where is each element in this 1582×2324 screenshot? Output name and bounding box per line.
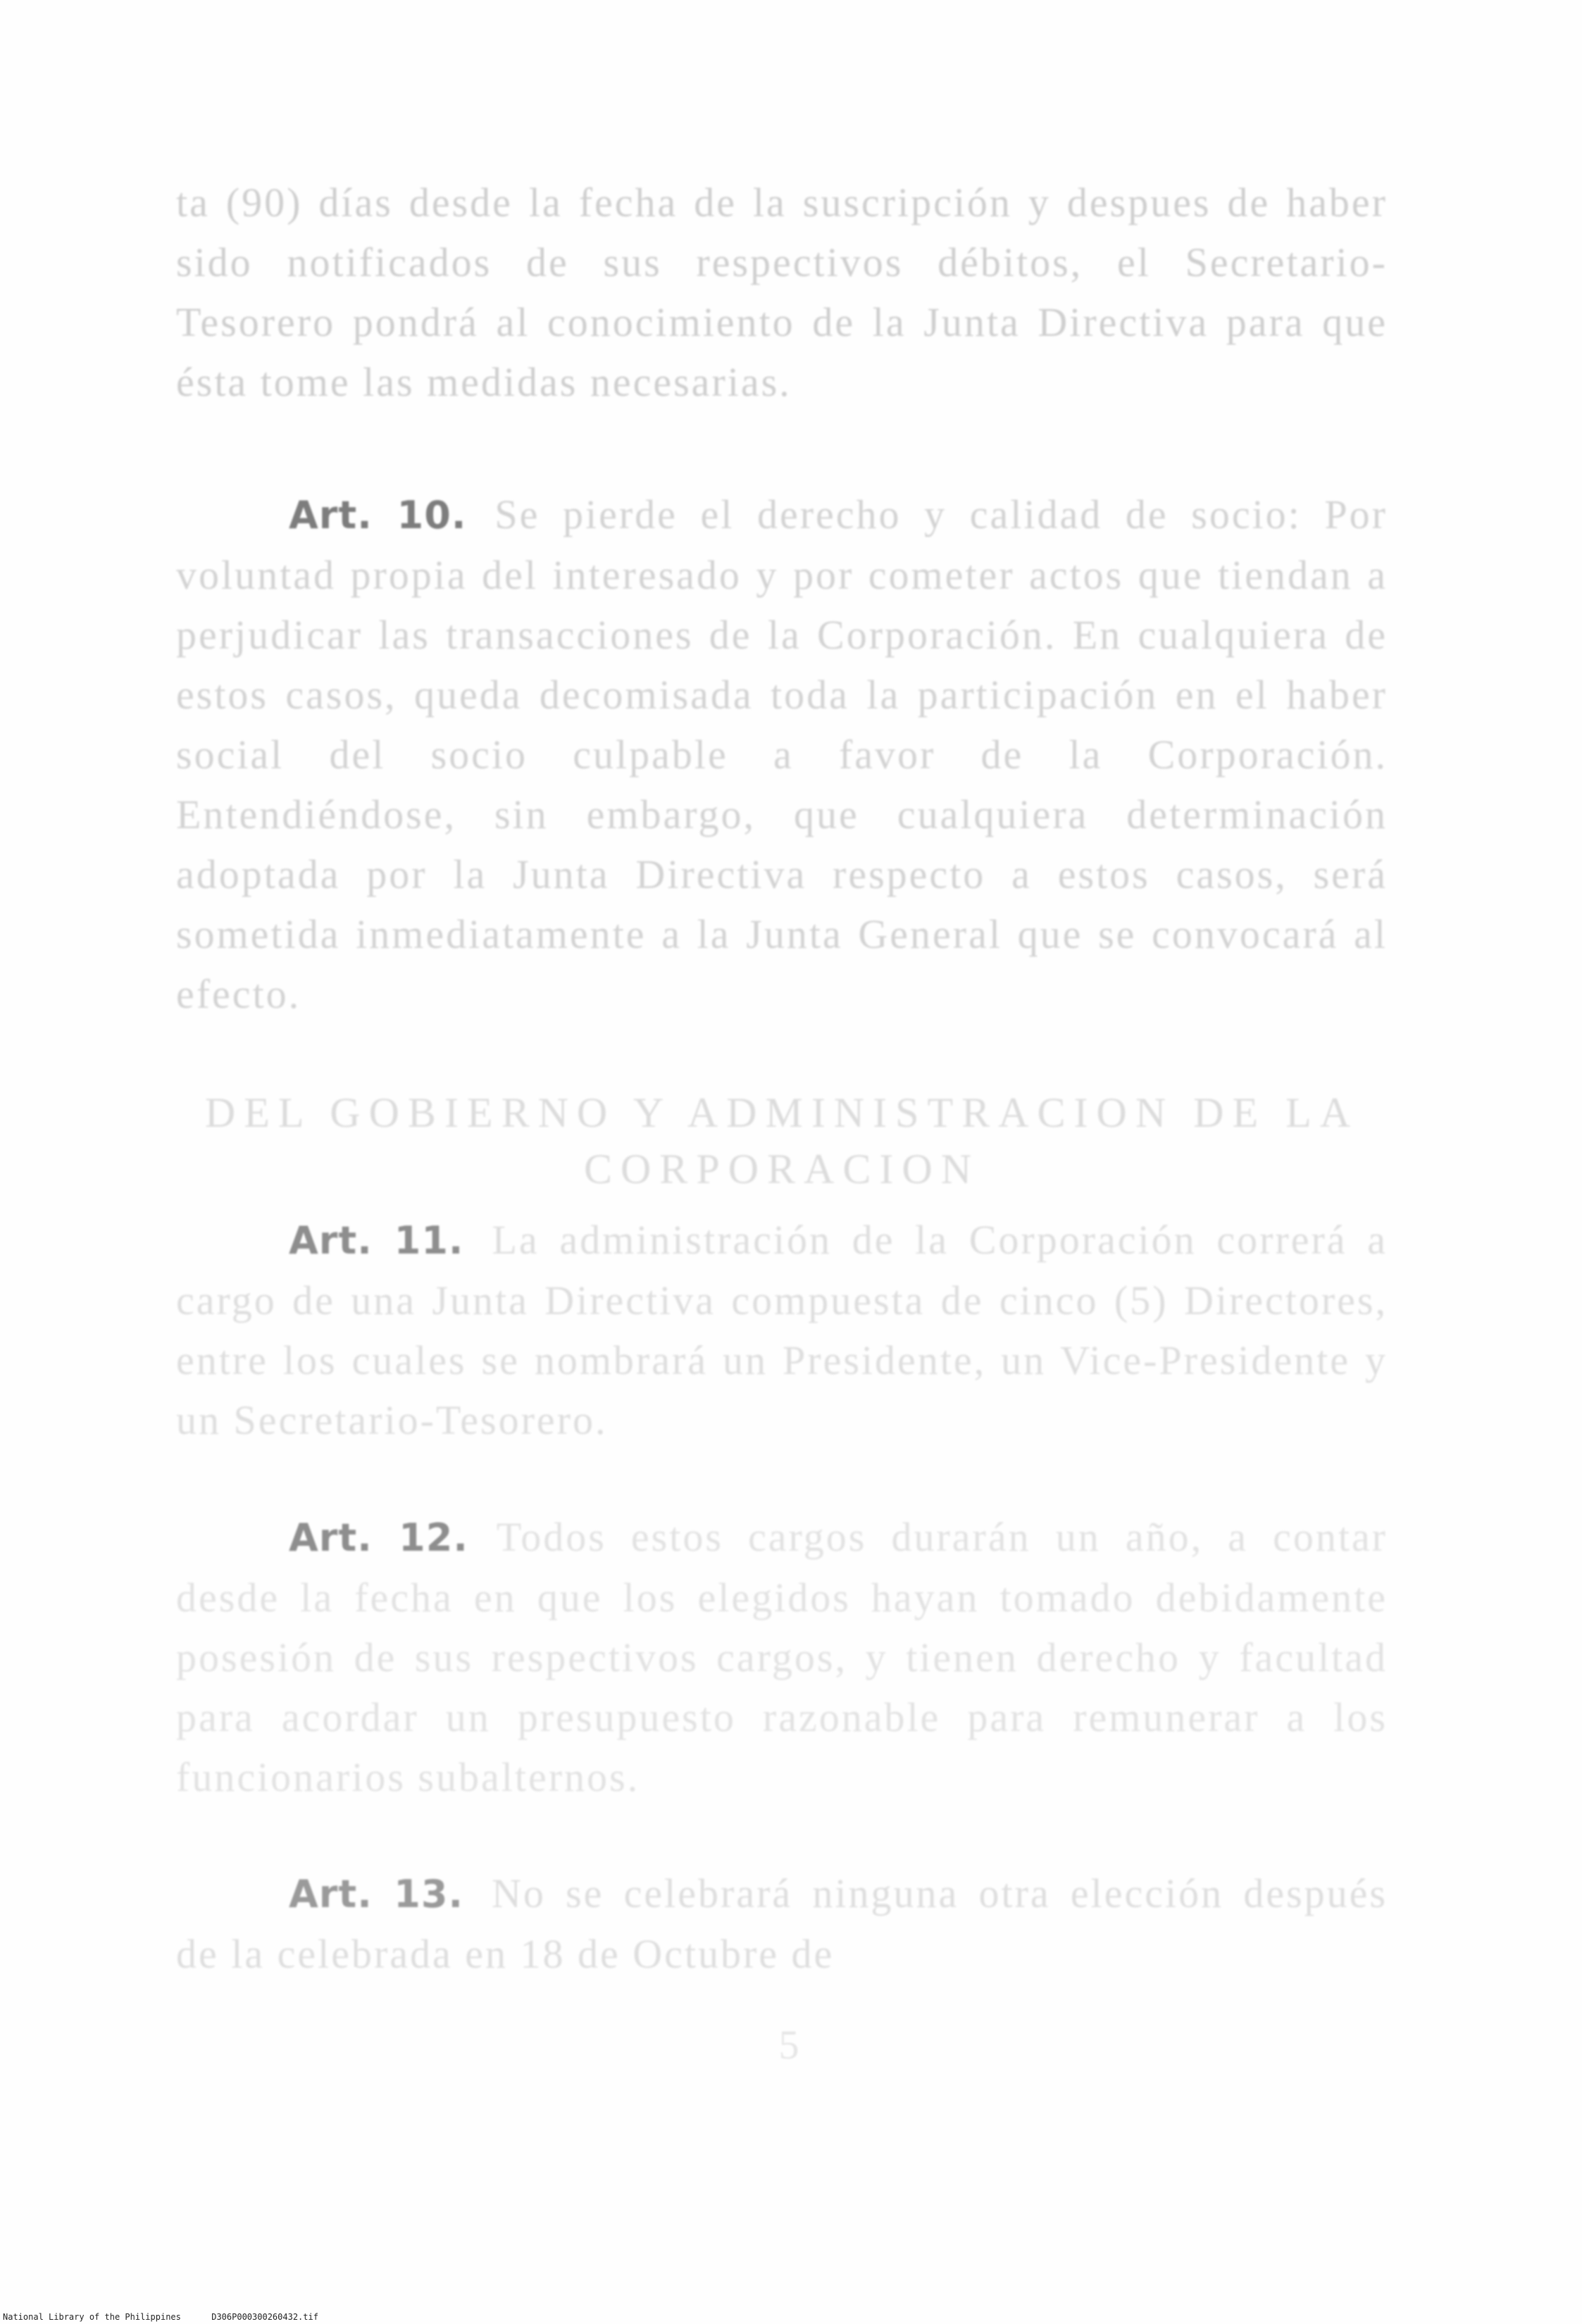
section-heading-line-1: DEL GOBIERNO Y ADMINISTRACION DE LA [204, 1089, 1359, 1136]
article-10-label: Art. 10. [289, 493, 467, 537]
section-heading-line-2: CORPORACION [583, 1146, 980, 1192]
article-10-text: Se pierde el derecho y calidad de socio: Por voluntad propia del interesado y por cometer actos que tiendan a perjudicar las transacciones de la Corporación. En cualquiera de estos casos, queda decomisada toda la participación en el haber social del socio culpable a favor de la Corporación. Entendiéndose, sin embargo, que cualquiera determinación adoptada por la Junta Directiva respecto a estos casos, será sometida inmediatamente a la Junta General que se convocará al efecto. [176, 492, 1388, 1017]
footer-library: National Library of the Philippines [3, 2312, 181, 2322]
article-11-text: La administración de la Corporación correrá a cargo de una Junta Directiva compuesta de cinco (5) Directores, entre los cuales se nombrará un Presidente, un Vice-Presidente y un Secretario-Tesorero. [176, 1217, 1388, 1443]
article-13-text: No se celebrará ninguna otra elección después de la celebrada en 18 de Octubre de [176, 1870, 1388, 1977]
continued-paragraph [176, 173, 1388, 412]
continued-paragraph-text: ta (90) días desde la fecha de la suscripción y despues de haber sido notificados de sus respectivos débitos, el Secretario-Tesorero pondrá al conocimiento de la Junta Directiva para que ésta tome las medidas necesarias. [176, 180, 1388, 405]
article-13 [176, 1863, 1388, 1984]
section-heading [176, 1085, 1388, 1197]
article-12-text: Todos estos cargos durarán un año, a contar desde la fecha en que los elegidos hayan tomado debidamente posesión de sus respectivos cargos, y tienen derecho y facultad para acordar un presupuesto razonable para remunerar a los funcionarios subalternos. [176, 1514, 1388, 1800]
article-10 [176, 485, 1388, 1024]
scan-footer [3, 2312, 318, 2322]
article-13-label: Art. 13. [289, 1872, 463, 1916]
page-number: 5 [778, 2022, 799, 2068]
footer-file-id: D306P000300260432.tif [211, 2312, 318, 2322]
article-12-label: Art. 12. [289, 1516, 468, 1560]
article-12 [176, 1507, 1388, 1807]
article-11-label: Art. 11. [289, 1218, 464, 1263]
article-11 [176, 1210, 1388, 1450]
